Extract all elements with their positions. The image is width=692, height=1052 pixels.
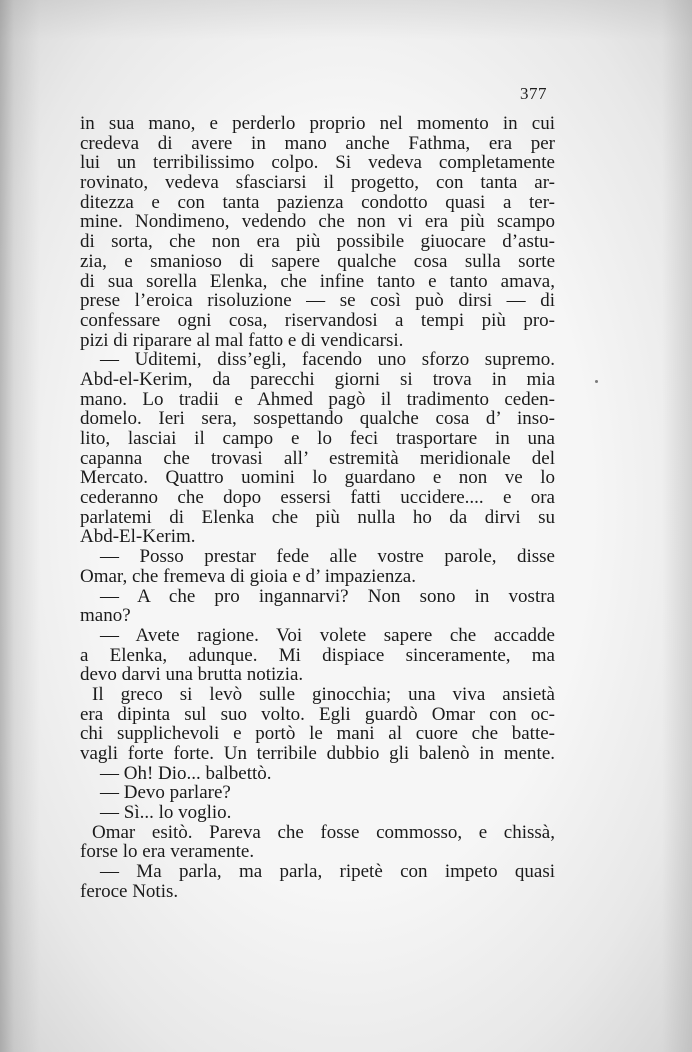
text-line: lui un terribilissimo colpo. Si vedeva completamente	[80, 152, 555, 174]
text-line: — Sì... lo voglio.	[100, 802, 232, 824]
text-line: in sua mano, e perderlo proprio nel momento in cui	[80, 113, 555, 134]
text-line: rovinato, vedeva sfasciarsi il progetto, con tanta ar-	[80, 172, 555, 194]
paragraph	[80, 685, 555, 764]
text-line: cederanno che dopo essersi fatti uccidere.... e ora	[80, 487, 555, 509]
text-line: — Avete ragione. Voi volete sapere che accadde	[100, 624, 555, 646]
text-line: di sorta, che non era più possibile giuocare d’astu-	[80, 231, 555, 253]
text-line: capanna che trovasi all’ estremità meridionale del	[80, 447, 555, 469]
text-line: mano?	[80, 605, 131, 627]
text-line: Abd-el-Kerim, da parecchi giorni si trova in mia	[80, 368, 555, 390]
paragraph	[80, 114, 555, 350]
paragraph	[80, 547, 555, 586]
paragraph	[80, 626, 555, 685]
text-line: — Oh! Dio... balbettò.	[100, 762, 272, 784]
text-line: Il greco si levò sulle ginocchia; una viva ansietà	[92, 683, 555, 705]
text-line: credeva di avere in mano anche Fathma, era per	[80, 132, 555, 154]
page-number: 377	[520, 84, 547, 103]
text-line: parlatemi di Elenka che più nulla ho da dirvi su	[80, 506, 555, 528]
text-line: di sua sorella Elenka, che infine tanto e tanto amava,	[80, 270, 555, 292]
paragraph	[80, 823, 555, 862]
text-line: ditezza e con tanta pazienza condotto quasi a ter-	[80, 191, 555, 213]
text-line: a Elenka, adunque. Mi dispiace sinceramente, ma	[80, 644, 555, 666]
text-line: Abd-El-Kerim.	[80, 526, 196, 548]
paragraph	[80, 862, 555, 901]
text-line: — Posso prestar fede alle vostre parole, disse	[100, 546, 555, 568]
body-text	[80, 114, 555, 902]
text-line: Omar esitò. Pareva che fosse commosso, e chissà,	[92, 821, 555, 843]
text-line: Mercato. Quattro uomini lo guardano e non ve lo	[80, 467, 555, 489]
text-line: devo darvi una brutta notizia.	[80, 664, 304, 686]
text-line: — A che pro ingannarvi? Non sono in vostra	[100, 585, 555, 607]
paragraph	[80, 764, 555, 784]
ink-speck	[595, 380, 598, 383]
text-line: chi supplichevoli e portò le mani al cuore che batte-	[80, 723, 555, 745]
text-line: mine. Nondimeno, vedendo che non vi era più scampo	[80, 211, 555, 233]
text-line: — Devo parlare?	[100, 782, 231, 804]
text-line: zia, e smanioso di sapere qualche cosa sulla sorte	[80, 250, 555, 272]
text-line: forse lo era veramente.	[80, 841, 255, 863]
text-line: prese l’eroica risoluzione — se così può dirsi — di	[80, 290, 555, 312]
text-line: Omar, che fremeva di gioia e d’ impazienza.	[80, 565, 416, 587]
paragraph	[80, 803, 555, 823]
text-line: confessare ogni cosa, riservandosi a tempi più pro-	[80, 309, 555, 331]
text-line: — Ma parla, ma parla, ripetè con impeto quasi	[100, 861, 555, 883]
paragraph	[80, 587, 555, 626]
text-line: era dipinta sul suo volto. Egli guardò Omar con oc-	[80, 703, 555, 725]
text-line: feroce Notis.	[80, 880, 179, 902]
text-line: lito, lasciai il campo e lo feci trasportare in una	[80, 428, 555, 449]
text-line: domelo. Ieri sera, sospettando qualche cosa d’ inso-	[80, 408, 555, 430]
text-line: vagli forte forte. Un terribile dubbio gli balenò in mente.	[80, 743, 555, 764]
text-line: pizi di riparare al mal fatto e di vendicarsi.	[80, 329, 404, 351]
paragraph	[80, 783, 555, 803]
text-line: mano. Lo tradii e Ahmed pagò il tradimento ceden-	[80, 388, 555, 410]
text-line: — Uditemi, diss’egli, facendo uno sforzo supremo.	[100, 349, 555, 371]
paragraph	[80, 350, 555, 547]
